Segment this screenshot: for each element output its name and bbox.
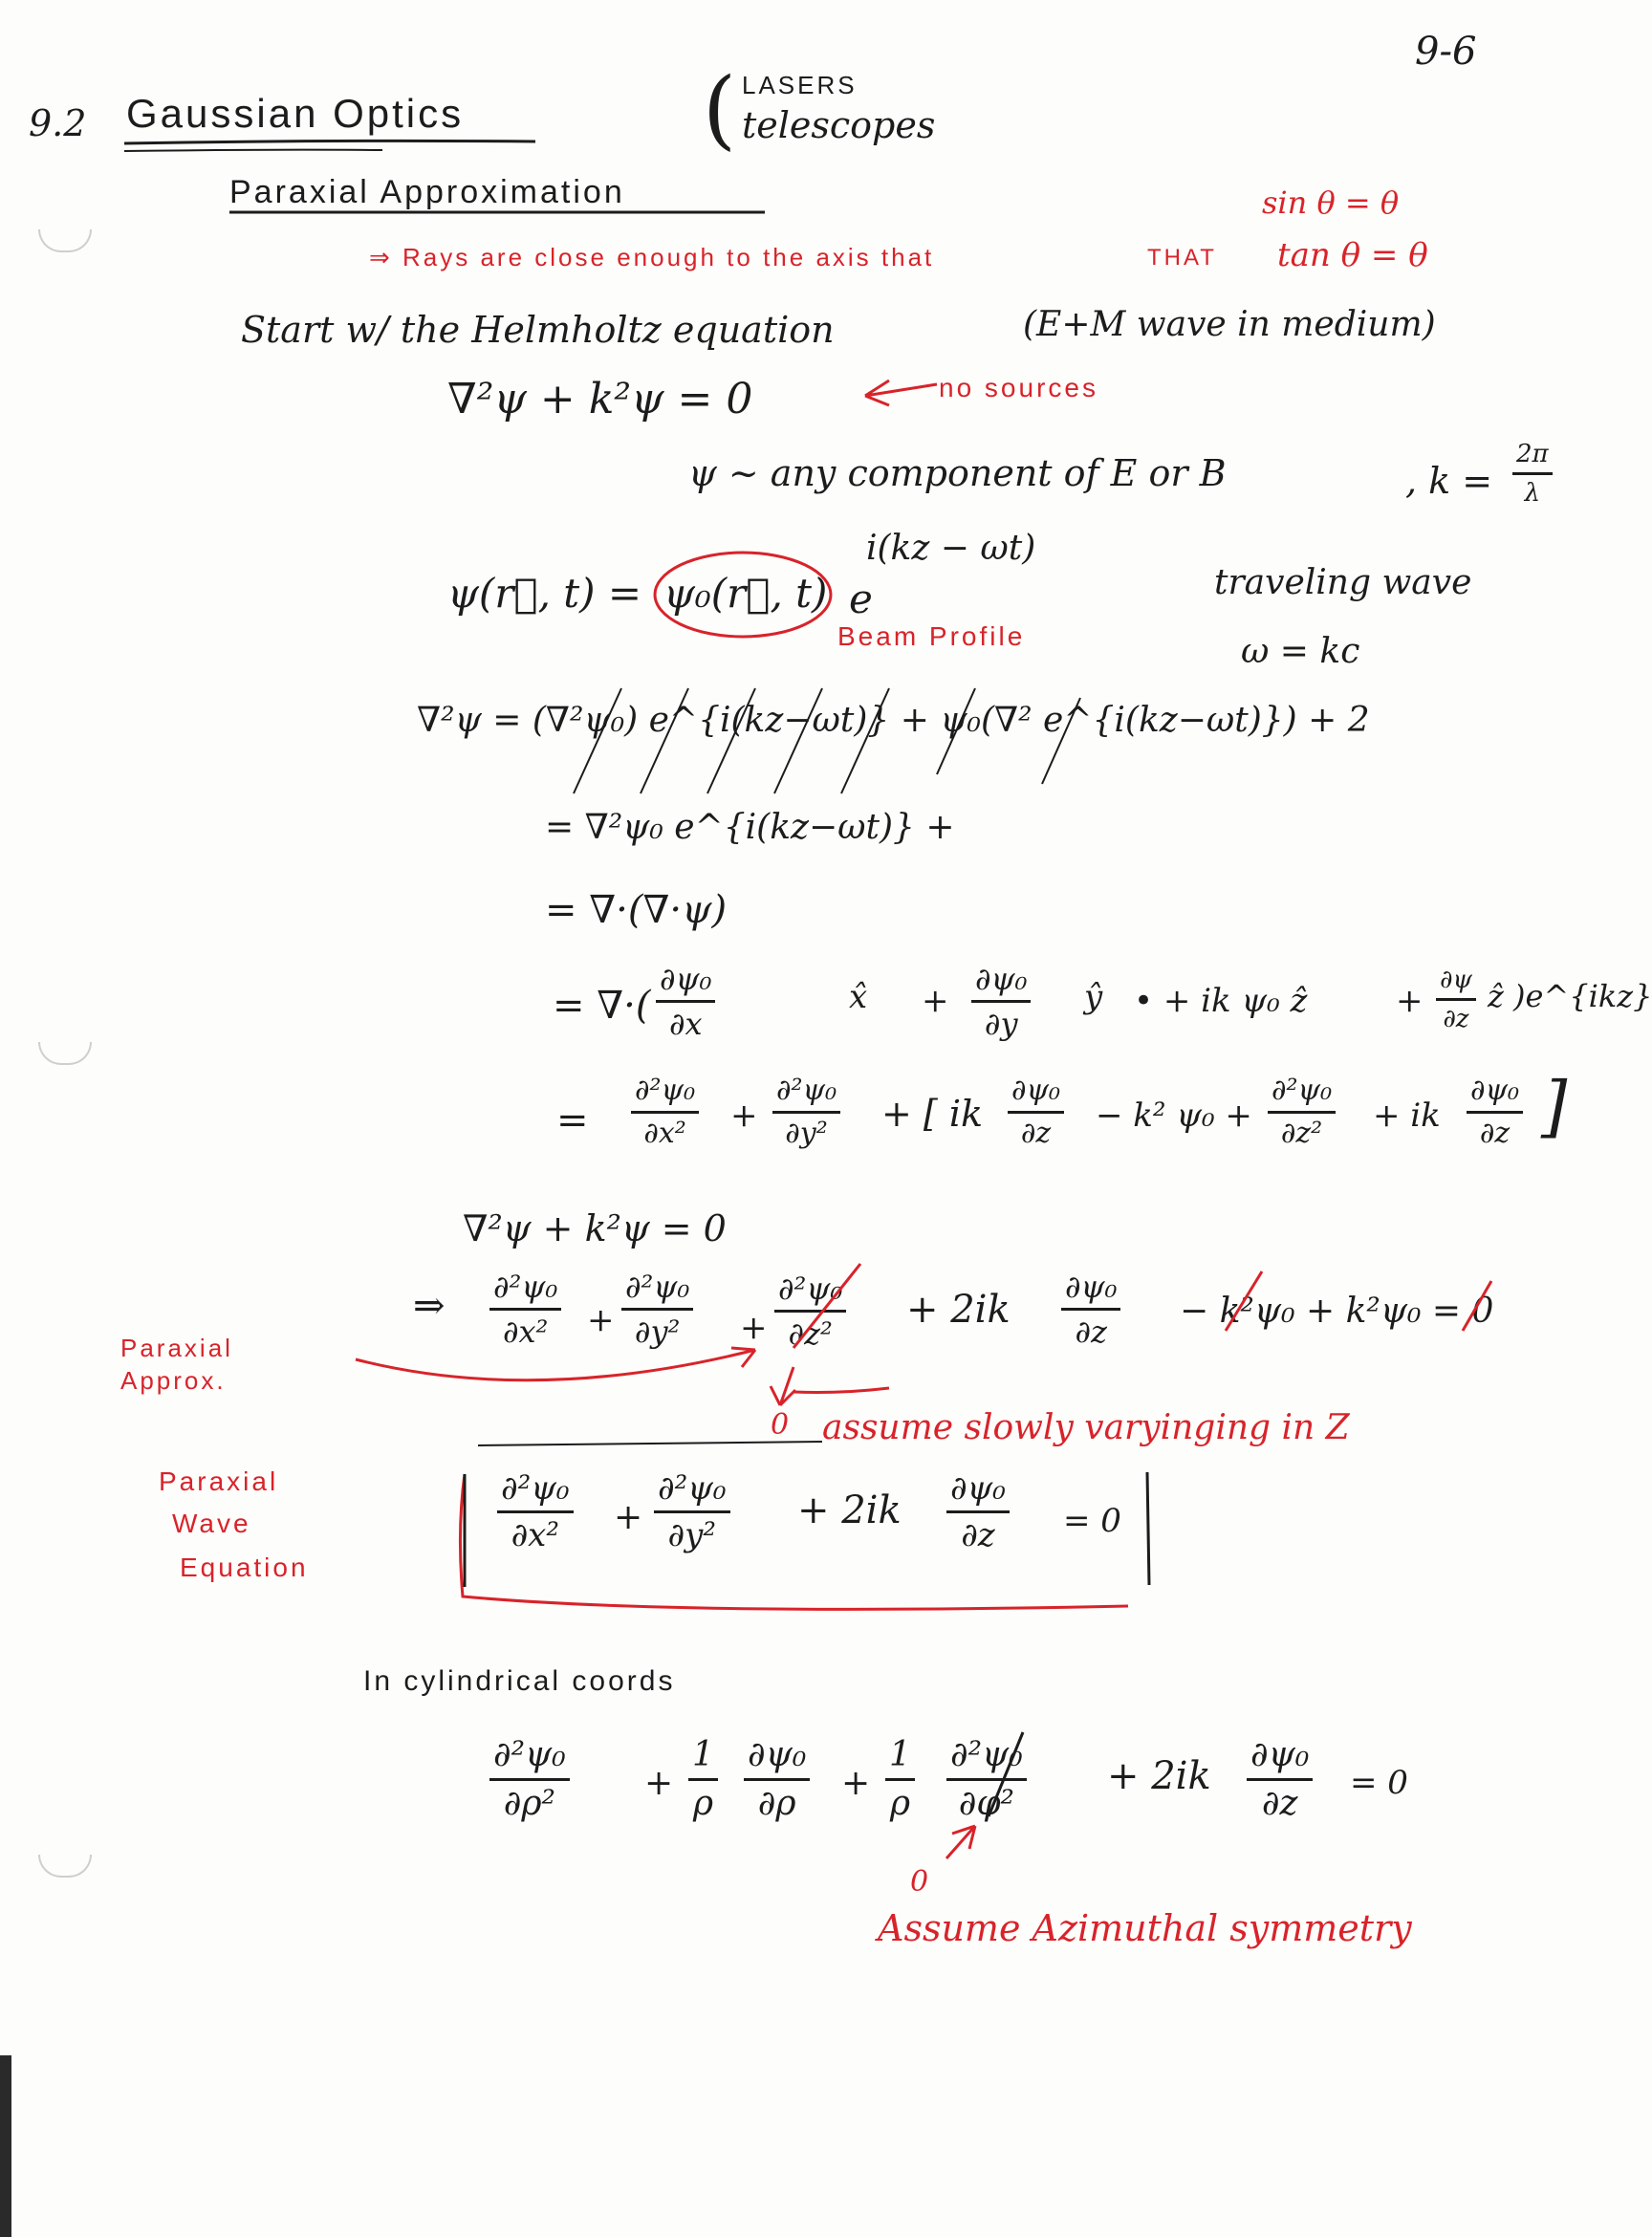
cyl-d2rho: ∂²ψ₀ ∂ρ² bbox=[489, 1738, 570, 1821]
result-header: ∇²ψ + k²ψ = 0 bbox=[463, 1207, 727, 1249]
plus-2: + bbox=[1396, 982, 1424, 1020]
dpsi-dx: ∂ψ₀ ∂x bbox=[656, 964, 715, 1039]
cyl-one-over-rho-2: 1 ρ bbox=[885, 1738, 915, 1821]
result-2ik: + 2ik bbox=[906, 1288, 1011, 1332]
z-unit-exp: ẑ )e^{ikz} bbox=[1488, 978, 1652, 1014]
psi-definition: ψ ~ any component of E or B bbox=[688, 452, 1227, 494]
derivation-line-5-eq: = bbox=[556, 1098, 589, 1142]
k-fraction: 2π λ bbox=[1512, 442, 1553, 506]
derivation-line-4-prefix: = ∇·( bbox=[553, 984, 651, 1028]
small-angle-tan: tan θ = θ bbox=[1277, 236, 1428, 274]
applications-line-2: telescopes bbox=[742, 104, 936, 146]
azimuthal-note: Assume Azimuthal symmetry bbox=[878, 1907, 1412, 1949]
result-d2z: ∂²ψ₀ ∂z² bbox=[774, 1273, 846, 1349]
bracket-dpsi-dz: ∂ψ₀ ∂z bbox=[1008, 1076, 1064, 1148]
scan-edge bbox=[0, 2055, 11, 2237]
helmholtz-equation: ∇²ψ + k²ψ = 0 bbox=[447, 375, 753, 424]
applications-brace: ( bbox=[703, 59, 737, 160]
plus-8: + bbox=[841, 1764, 871, 1803]
minus-k2psi: − k² ψ₀ + bbox=[1096, 1097, 1252, 1135]
rays-note: ⇒ Rays are close enough to the axis that bbox=[369, 243, 935, 271]
pwe-d2x: ∂²ψ₀ ∂x² bbox=[497, 1472, 574, 1552]
cyl-zero: 0 bbox=[910, 1865, 929, 1899]
bracket-close: ] bbox=[1541, 1067, 1568, 1145]
cyl-dz: ∂ψ₀ ∂z bbox=[1247, 1738, 1313, 1821]
ik-psi-z: • + ik ψ₀ ẑ bbox=[1134, 982, 1308, 1020]
pwe-d2y: ∂²ψ₀ ∂y² bbox=[654, 1472, 730, 1552]
applications-line-1: LASERS bbox=[742, 71, 858, 99]
pwe-eq-zero: = 0 bbox=[1063, 1502, 1121, 1540]
result-arrow: ⇒ bbox=[413, 1284, 446, 1328]
bracket-ik: + [ ik bbox=[881, 1093, 984, 1135]
result-dz: ∂ψ₀ ∂z bbox=[1061, 1271, 1120, 1347]
plus-ik: + ik bbox=[1373, 1097, 1441, 1135]
plus-5: + bbox=[740, 1309, 768, 1347]
plus-7: + bbox=[644, 1764, 674, 1803]
paraxial-wave-label-3: Equation bbox=[180, 1553, 309, 1582]
d2psi-dy2: ∂²ψ₀ ∂y² bbox=[772, 1076, 840, 1148]
plus-4: + bbox=[587, 1301, 615, 1339]
plus-3: + bbox=[730, 1097, 758, 1135]
small-angle-sin: sin θ = θ bbox=[1262, 185, 1400, 221]
d2psi-dz2: ∂²ψ₀ ∂z² bbox=[1268, 1076, 1336, 1148]
rays-note-that: THAT bbox=[1147, 245, 1217, 271]
page-number: 9-6 bbox=[1415, 30, 1477, 74]
pwe-2ik: + 2ik bbox=[797, 1488, 902, 1532]
paraxial-wave-label-2: Wave bbox=[172, 1509, 251, 1538]
cyl-one-over-rho-1: 1 ρ bbox=[688, 1738, 718, 1821]
paraxial-approx-label: Paraxial Approx. bbox=[120, 1334, 233, 1395]
cyl-eq-zero: = 0 bbox=[1350, 1764, 1408, 1802]
beam-profile-term: ψ₀(r⃗, t) bbox=[663, 570, 828, 617]
result-d2y: ∂²ψ₀ ∂y² bbox=[621, 1271, 693, 1347]
pwe-dz: ∂ψ₀ ∂z bbox=[946, 1472, 1010, 1552]
wave-exp-base: e bbox=[849, 576, 873, 622]
paraxial-wave-label-1: Paraxial bbox=[159, 1466, 279, 1496]
cyl-d2phi: ∂²ψ₀ ∂φ² bbox=[946, 1738, 1027, 1821]
cyl-2ik: + 2ik bbox=[1107, 1754, 1211, 1798]
last-dpsi-dz: ∂ψ₀ ∂z bbox=[1467, 1076, 1523, 1148]
result-zero: 0 bbox=[771, 1408, 790, 1442]
binder-hole-middle bbox=[38, 1042, 92, 1065]
binder-hole-bottom bbox=[38, 1855, 92, 1878]
dpsi-dz: ∂ψ ∂z bbox=[1436, 967, 1476, 1032]
d2psi-dx2: ∂²ψ₀ ∂x² bbox=[631, 1076, 699, 1148]
k-definition: , k = bbox=[1405, 460, 1493, 502]
dpsi-dy: ∂ψ₀ ∂y bbox=[971, 964, 1031, 1039]
derivation-line-2: = ∇²ψ₀ e^{i(kz−ωt)} + bbox=[545, 808, 955, 847]
x-unit: x̂ bbox=[849, 978, 868, 1016]
omega-relation: ω = kc bbox=[1241, 632, 1360, 671]
section-number: 9.2 bbox=[29, 102, 87, 144]
no-sources-note: no sources bbox=[939, 373, 1098, 402]
result-k-terms: − k²ψ₀ + k²ψ₀ = 0 bbox=[1180, 1292, 1494, 1331]
binder-hole-top bbox=[38, 229, 92, 252]
start-line-paren: (E+M wave in medium) bbox=[1023, 305, 1436, 344]
derivation-line-3: = ∇·(∇·ψ) bbox=[545, 888, 728, 932]
section-title: Gaussian Optics bbox=[126, 91, 465, 136]
cyl-drho: ∂ψ₀ ∂ρ bbox=[744, 1738, 810, 1821]
traveling-wave-note: traveling wave bbox=[1214, 563, 1472, 602]
y-unit: ŷ bbox=[1084, 978, 1103, 1016]
slowly-varying-note: assume slowly varyinging in Z bbox=[822, 1408, 1350, 1447]
beam-profile-label: Beam Profile bbox=[837, 621, 1026, 651]
result-d2x: ∂²ψ₀ ∂x² bbox=[489, 1271, 561, 1347]
cylindrical-heading: In cylindrical coords bbox=[363, 1665, 676, 1697]
derivation-line-1: ∇²ψ = (∇²ψ₀) e^{i(kz−ωt)} + ψ₀(∇² e^{i(kz−ωt)}) + 2 bbox=[417, 701, 1370, 740]
plus-1: + bbox=[922, 982, 949, 1020]
wave-exponent: i(kz − ωt) bbox=[866, 529, 1036, 568]
subtitle: Paraxial Approximation bbox=[229, 174, 625, 210]
plus-6: + bbox=[614, 1498, 643, 1537]
start-line: Start w/ the Helmholtz equation bbox=[241, 309, 835, 351]
wave-lhs: ψ(r⃗, t) = bbox=[447, 570, 642, 617]
